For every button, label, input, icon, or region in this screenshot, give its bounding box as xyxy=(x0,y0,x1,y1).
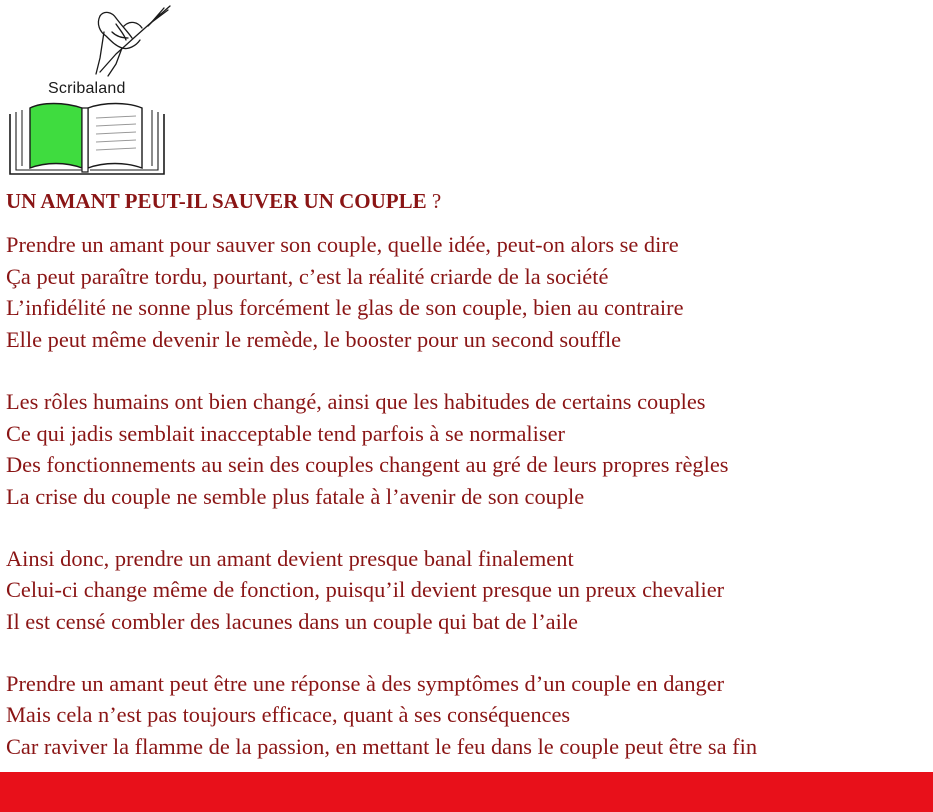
stanza-2 xyxy=(6,386,931,513)
poem-line: Prendre un amant peut être une réponse à des symptômes d’un couple en danger xyxy=(6,670,725,696)
writing-hand-icon xyxy=(4,2,174,82)
poem-line: Les rôles humains ont bien changé, ainsi que les habitudes de certains couples xyxy=(6,388,706,414)
poem-line: Celui-ci change même de fonction, puisqu’il devient presque un preux chevalier xyxy=(6,577,725,603)
scribaland-logo xyxy=(4,2,170,178)
poem-line: Ainsi donc, prendre un amant devient presque banal finalement xyxy=(6,545,574,571)
poem-line: La crise du couple ne semble plus fatale à l’avenir de son couple xyxy=(6,483,585,509)
poem-line: Prendre un amant pour sauver son couple, quelle idée, peut-on alors se dire xyxy=(6,232,679,257)
article-title xyxy=(6,189,441,214)
poem-line: Ça peut paraître tordu, pourtant, c’est la réalité criarde de la société xyxy=(6,263,609,289)
poem-line: Mais cela n’est pas toujours efficace, quant à ses conséquences xyxy=(6,702,571,728)
poem-line: Des fonctionnements au sein des couples changent au gré de leurs propres règles xyxy=(6,452,729,478)
stanza-3 xyxy=(6,543,931,638)
title-text: UN AMANT PEUT-IL SAUVER UN COUPLE xyxy=(6,189,427,213)
poem-line: Ce qui jadis semblait inacceptable tend parfois à se normaliser xyxy=(6,420,565,446)
poem-line: Car raviver la flamme de la passion, en mettant le feu dans le couple peut être sa fin xyxy=(6,734,758,760)
poem-line: Elle peut même devenir le remède, le booster pour un second souffle xyxy=(6,327,622,353)
poem-body xyxy=(6,229,931,793)
stanza-4 xyxy=(6,668,931,763)
poem-line: L’infidélité ne sonne plus forcément le glas de son couple, bien au contraire xyxy=(6,295,684,321)
stanza-1 xyxy=(6,229,931,356)
title-question-mark: ? xyxy=(431,189,442,213)
logo-label: Scribaland xyxy=(48,80,126,97)
poem-line: Il est censé combler des lacunes dans un couple qui bat de l’aile xyxy=(6,609,578,635)
footer-bar xyxy=(0,772,933,812)
